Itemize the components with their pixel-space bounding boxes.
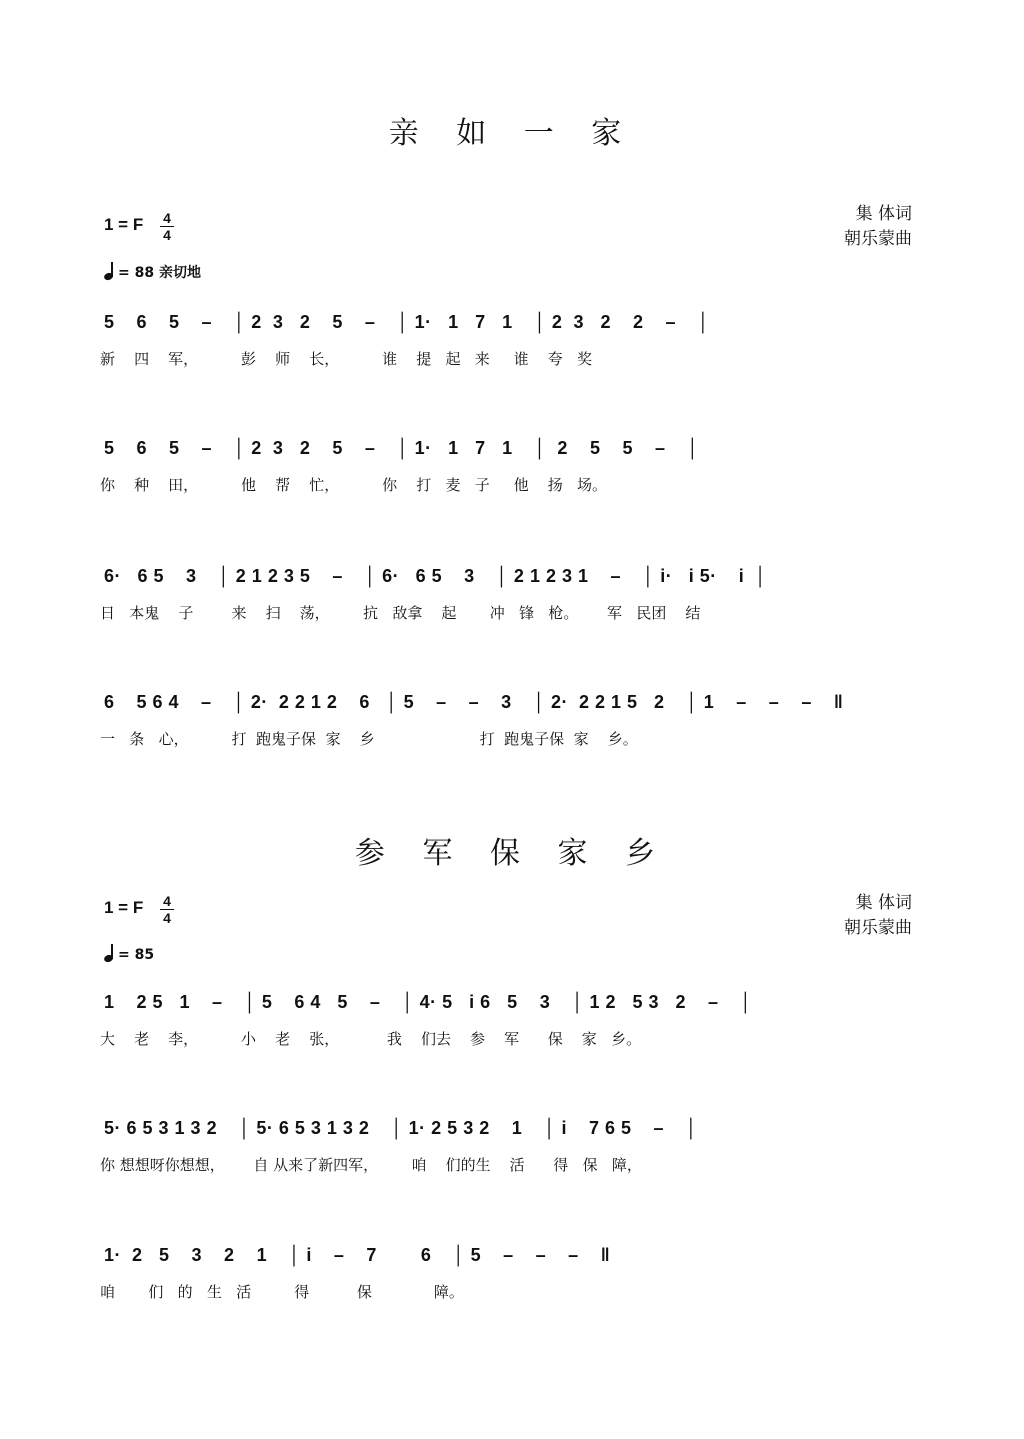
lyrics-line: 日 本鬼 子 来 扫 荡， 抗 敌拿 起 冲 锋 枪。 军 民团 结	[100, 604, 701, 622]
lyricist: 集 体词	[855, 204, 912, 224]
notation-line: 1 2 5 1 – │ 5 6 4 5 – │ 4· 5 i 6 5 3 │ 1 2 5 3 2 – │	[104, 992, 753, 1012]
notation-line: 5 6 5 – │ 2 3 2 5 – │ 1· 1 7 1 │ 2 5 5 – │	[104, 438, 700, 458]
tempo-marking: = 85	[104, 944, 154, 963]
time-denominator: 4	[163, 910, 171, 926]
lyrics-line: 一 条 心， 打 跑鬼子保 家 乡 打 跑鬼子保 家 乡。	[100, 730, 638, 748]
time-signature	[160, 211, 174, 242]
key-signature: 1 = F	[104, 215, 144, 234]
time-numerator: 4	[163, 893, 171, 909]
notation-line: 5· 6 5 3 1 3 2 │ 5· 6 5 3 1 3 2 │ 1· 2 5 3 2 1 │ i 7 6 5 – │	[104, 1118, 698, 1138]
song-credits	[844, 202, 912, 252]
song-credits	[844, 891, 912, 941]
notation-line: 1· 2 5 3 2 1 │ i – 7 6 │ 5 – – – ‖	[104, 1245, 611, 1265]
lyrics-line: 你 想想呀你想想， 自 从来了新四军， 咱 们的生 活 得 保 障，	[100, 1156, 642, 1174]
lyrics-line: 你 种 田， 他 帮 忙， 你 打 麦 子 他 扬 场。	[100, 476, 608, 494]
tempo-marking: = 88 亲切地	[104, 262, 201, 282]
composer: 朝乐蒙曲	[844, 918, 912, 938]
time-numerator: 4	[163, 210, 171, 226]
composer: 朝乐蒙曲	[844, 229, 912, 249]
lyricist: 集 体词	[855, 893, 912, 913]
quarter-note-icon	[104, 262, 118, 280]
song-title: 亲 如 一 家	[388, 116, 636, 151]
lyrics-line: 大 老 李， 小 老 张， 我 们去 参 军 保 家 乡。	[100, 1030, 642, 1048]
lyrics-line: 咱 们 的 生 活 得 保 障。	[100, 1283, 464, 1301]
lyrics-line: 新 四 军， 彭 师 长， 谁 提 起 来 谁 夸 奖	[100, 350, 593, 368]
quarter-note-icon	[104, 944, 118, 962]
notation-line: 5 6 5 – │ 2 3 2 5 – │ 1· 1 7 1 │ 2 3 2 2 – │	[104, 312, 710, 332]
key-signature: 1 = F	[104, 898, 144, 917]
song-title: 参 军 保 家 乡	[354, 836, 670, 871]
notation-line: 6 5 6 4 – │ 2· 2 2 1 2 6 │ 5 – – 3 │ 2· 2 2 1 5 2 │ 1 – – – ‖	[104, 692, 844, 712]
notation-line: 6· 6 5 3 │ 2 1 2 3 5 – │ 6· 6 5 3 │ 2 1 2 3 1 – │ i· i 5· i │	[104, 566, 768, 586]
time-denominator: 4	[163, 227, 171, 243]
time-signature	[160, 894, 174, 925]
